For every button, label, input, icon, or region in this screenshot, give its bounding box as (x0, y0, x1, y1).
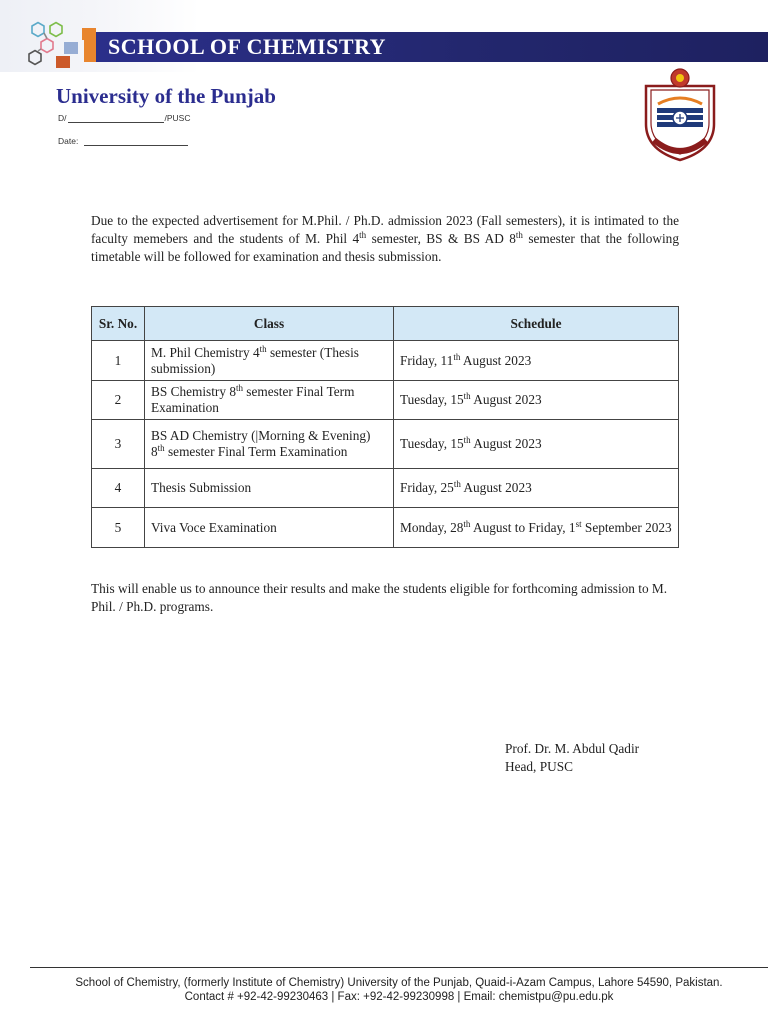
class-cell (145, 420, 394, 469)
reference-number-line (58, 113, 190, 123)
signatory-name: Prof. Dr. M. Abdul Qadir (505, 741, 640, 756)
sr-cell: 5 (92, 508, 145, 548)
table-row (92, 420, 679, 469)
schedule-text: Monday, 28 (400, 519, 464, 535)
schedule-sup: th (463, 518, 471, 529)
sr-cell: 1 (92, 341, 145, 381)
schedule-text: Friday, 11 (400, 352, 454, 368)
class-cell: Thesis Submission (145, 469, 394, 508)
sr-cell: 2 (92, 381, 145, 420)
table-row (92, 341, 679, 381)
footer-contact: Contact # +92-42-99230463 | Fax: +92-42-99230998 | Email: chemistpu@pu.edu.pk (184, 991, 614, 1003)
intro-text-3: semester that the following timetable will be followed for examination and thesis submission. (91, 231, 679, 264)
schedule-sup: th (463, 391, 471, 401)
title-bar (96, 32, 768, 62)
class-text: BS AD Chemistry (|Morning & Evening) 8 (151, 428, 371, 459)
footer-divider (30, 967, 768, 968)
intro-sup-1: th (359, 230, 367, 240)
timetable (91, 306, 679, 548)
class-cell (145, 341, 394, 381)
schedule-text: August 2023 (460, 352, 532, 368)
class-sup: th (157, 443, 165, 453)
table-row (92, 508, 679, 548)
class-text: semester Final Term Examination (151, 384, 355, 415)
class-text: semester Final Term Examination (164, 444, 348, 459)
intro-text-1: Due to the expected advertisement for M.Phil. / Ph.D. admission 2023 (Fall semesters), it is intimated to the faculty memebers and the students of M. Phil 4 (91, 213, 679, 246)
schedule-text: August to Friday, 1 (470, 519, 576, 535)
header-schedule: Schedule (394, 307, 679, 341)
table-row (92, 469, 679, 508)
schedule-cell (394, 469, 679, 508)
class-cell (145, 381, 394, 420)
intro-paragraph (91, 212, 679, 266)
schedule-sup: th (453, 351, 461, 362)
ref-blank (68, 113, 164, 123)
header-sr-no: Sr. No. (92, 307, 145, 341)
date-blank (84, 136, 188, 146)
intro-sup-2: th (515, 230, 523, 240)
schedule-text: Tuesday, 15 (400, 436, 464, 451)
sr-cell: 4 (92, 469, 145, 508)
schedule-text: August 2023 (470, 436, 542, 451)
schedule-text: Tuesday, 15 (400, 392, 464, 407)
footer-address: School of Chemistry, (formerly Institute of Chemistry) University of the Punjab, Quaid-i-Azam Campus, Lahore 54590, Pakistan. (75, 977, 723, 989)
schedule-text: Friday, 25 (400, 480, 454, 495)
university-seal-icon (640, 66, 720, 162)
school-title: SCHOOL OF CHEMISTRY (108, 34, 387, 59)
schedule-cell (394, 341, 679, 381)
schedule-cell (394, 381, 679, 420)
schedule-sup: th (463, 435, 471, 445)
schedule-text: August 2023 (460, 480, 532, 495)
schedule-text: September 2023 (581, 519, 672, 535)
date-label: Date: (58, 136, 79, 146)
schedule-sup: st (575, 518, 582, 529)
ref-suffix: /PUSC (164, 113, 191, 123)
table-header-row (92, 307, 679, 341)
signature-block (505, 740, 639, 776)
footer (30, 976, 768, 1004)
class-sup: th (259, 343, 267, 354)
schedule-text: August 2023 (470, 392, 542, 407)
closing-paragraph: This will enable us to announce their results and make the students eligible for forthcoming admission to M. Phil. / Ph.D. programs. (91, 581, 668, 614)
ref-prefix: D/ (58, 113, 67, 123)
class-cell: Viva Voce Examination (145, 508, 394, 548)
table-row (92, 381, 679, 420)
schedule-sup: th (453, 479, 461, 489)
class-text: semester (Thesis submission) (151, 344, 359, 376)
intro-text-2: semester, BS & BS AD 8 (366, 231, 516, 246)
class-text: BS Chemistry 8 (151, 384, 236, 399)
sr-cell: 3 (92, 420, 145, 469)
date-line (58, 136, 188, 146)
signatory-title: Head, PUSC (505, 759, 573, 774)
header-class: Class (145, 307, 394, 341)
class-text: M. Phil Chemistry 4 (151, 344, 260, 360)
class-sup: th (235, 383, 243, 393)
schedule-cell (394, 508, 679, 548)
university-name: University of the Punjab (56, 84, 276, 108)
schedule-cell (394, 420, 679, 469)
